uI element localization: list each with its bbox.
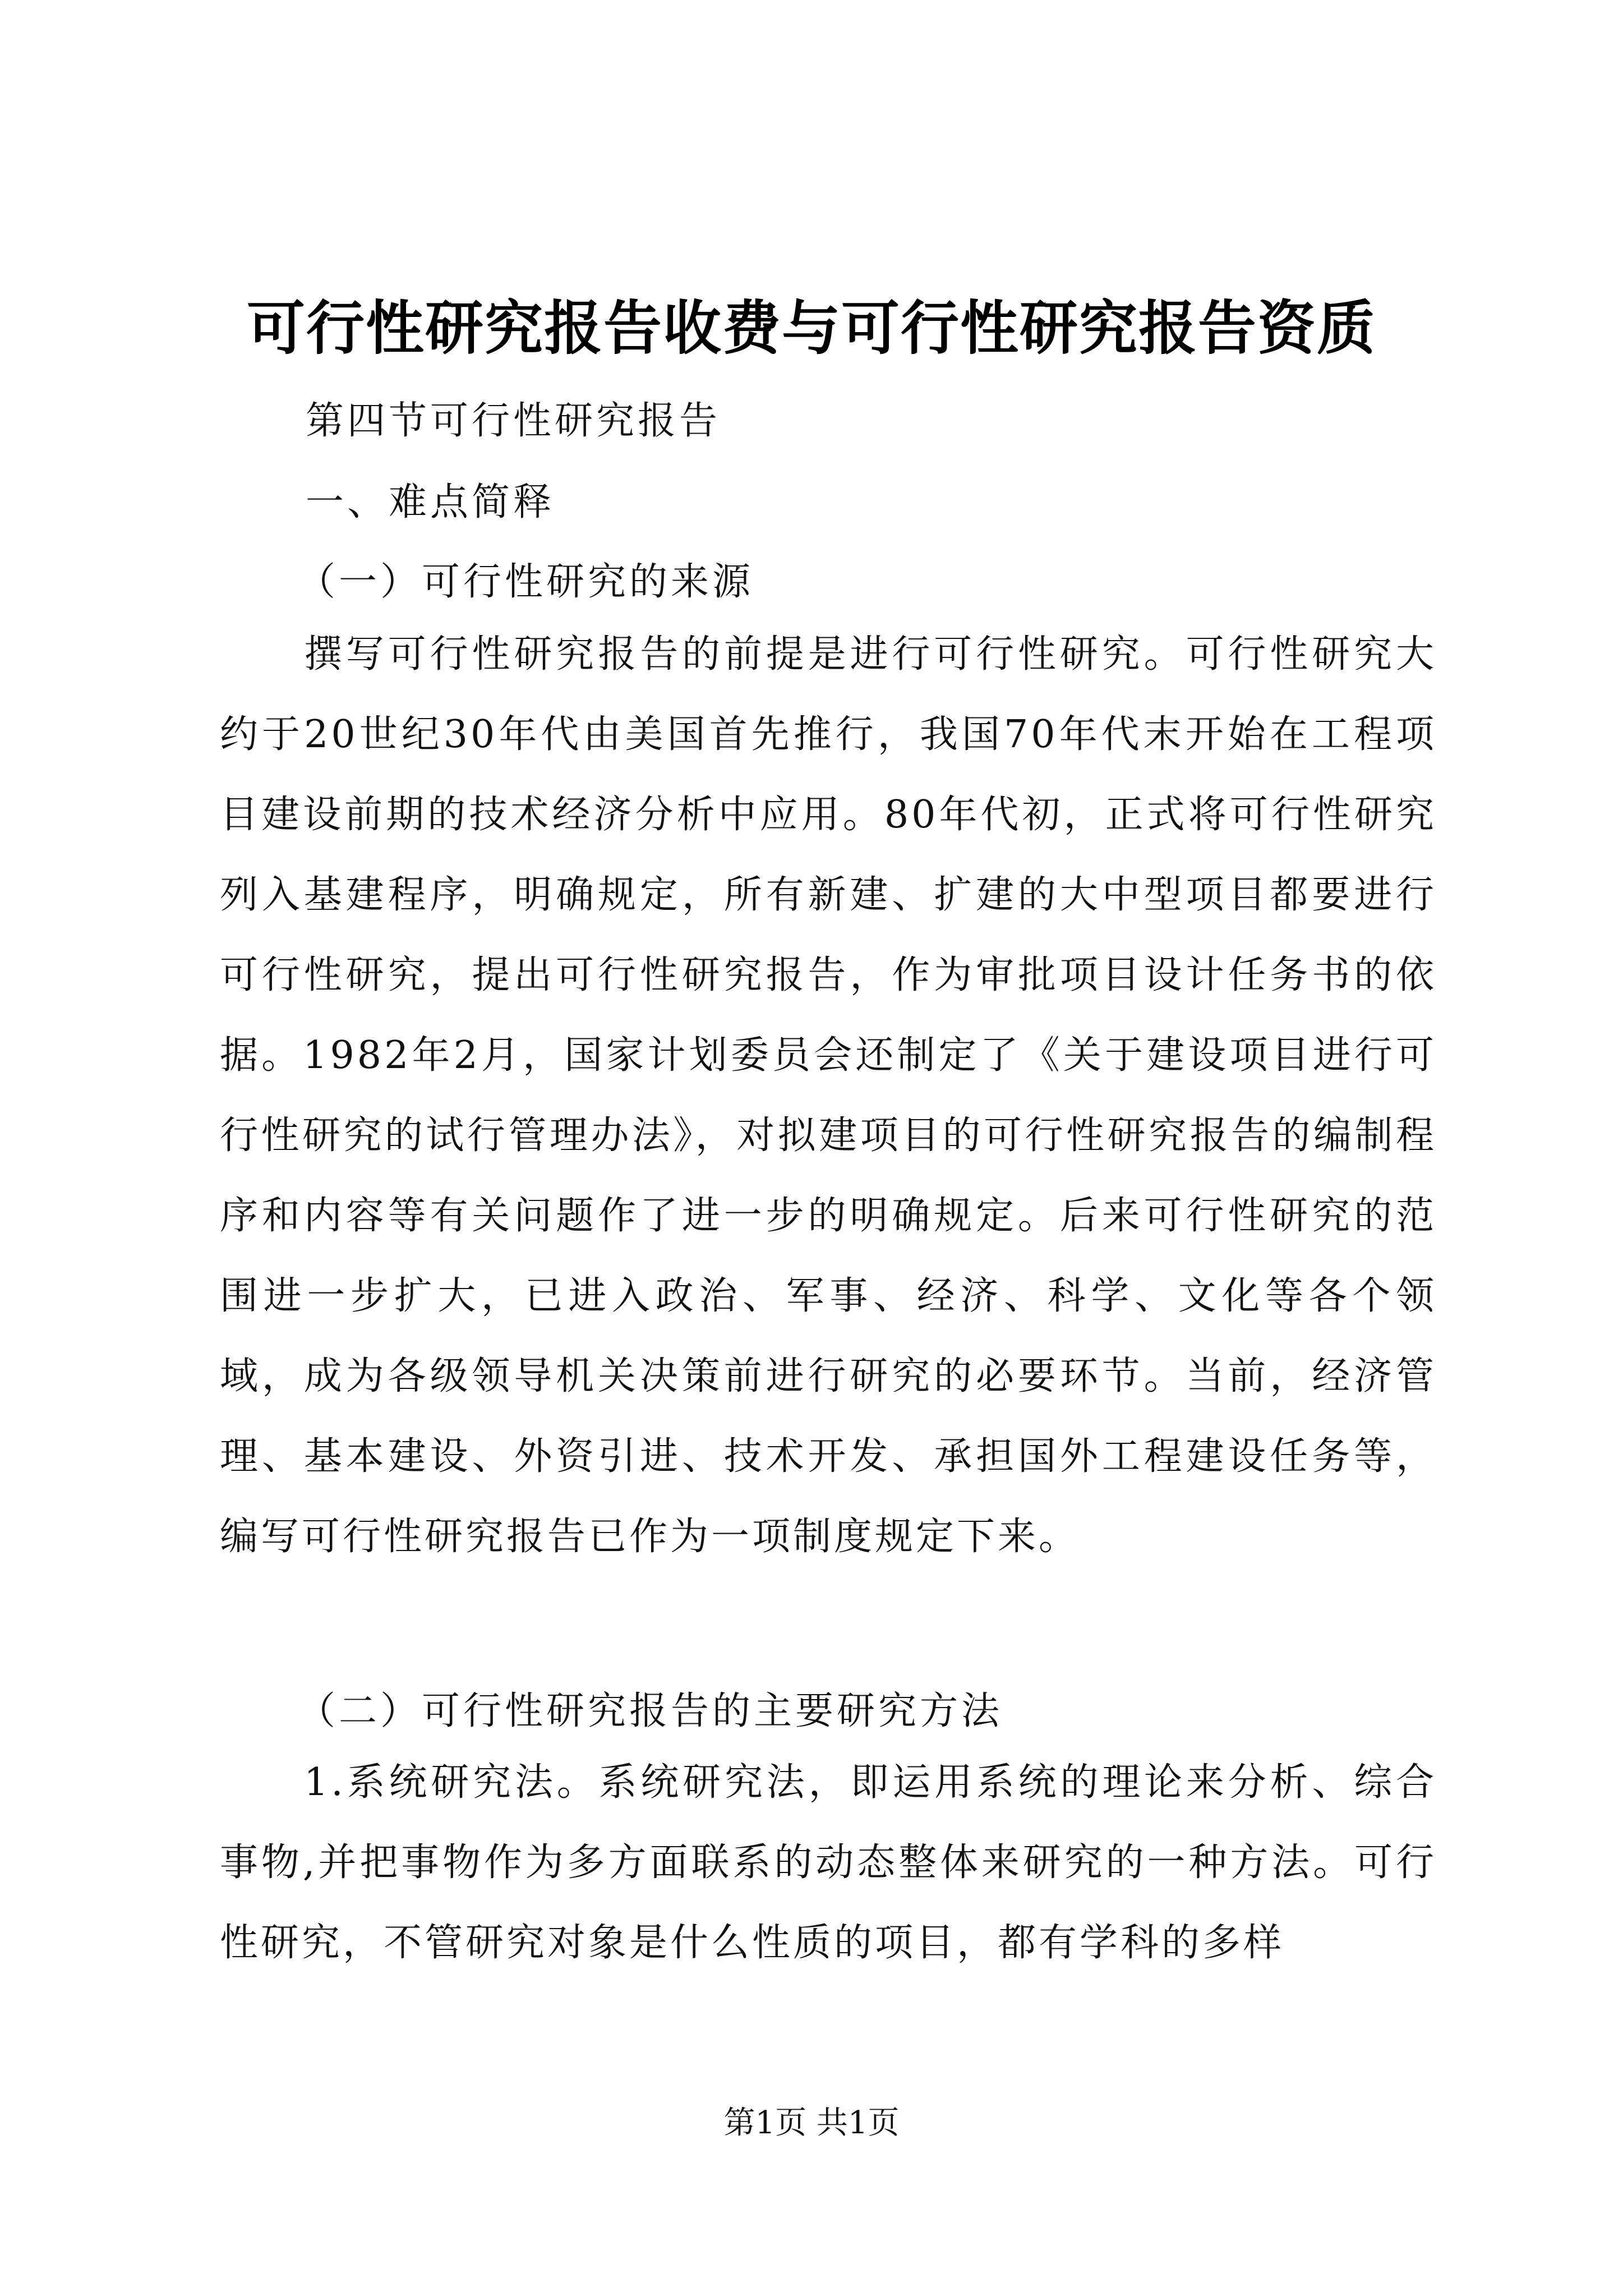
paragraph-system-method: 1.系统研究法。系统研究法，即运用系统的理论来分析、综合事物,并把事物作为多方面联系的动态整体来研究的一种方法。可行性研究，不管研究对象是什么性质的项目，都有学科的多样 [220, 1760, 1437, 1965]
page-footer: 第1页 共1页 [723, 2105, 900, 2141]
subheading-origin: （一）可行性研究的来源 [297, 560, 754, 604]
subheading-difficulty: 一、难点简释 [306, 480, 555, 524]
document-title: 可行性研究报告收费与可行性研究报告资质 [246, 293, 1376, 362]
subheading-methods: （二）可行性研究报告的主要研究方法 [297, 1689, 1003, 1733]
paragraph-origin: 撰写可行性研究报告的前提是进行可行性研究。可行性研究大约于20世纪30年代由美国首先推行，我国70年代末开始在工程项目建设前期的技术经济分析中应用。80年代初，正式将可行性研究列入基建程序，明确规定，所有新建、扩建的大中型项目都要进行可行性研究，提出可行性研究报告，作为审批项目设计任务书的依据。1982年2月，国家计划委员会还制定了《关于建设项目进行可行性研究的试行管理办法》，对拟建项目的可行性研究报告的编制程序和内容等有关问题作了进一步的明确规定。后来可行性研究的范围进一步扩大，已进入政治、军事、经济、科学、文化等各个领域，成为各级领导机关决策前进行研究的必要环节。当前，经济管理、基本建设、外资引进、技术开发、承担国外工程建设任务等，编写可行性研究报告已作为一项制度规定下来。 [220, 632, 1437, 1559]
section-heading: 第四节可行性研究报告 [306, 399, 721, 443]
